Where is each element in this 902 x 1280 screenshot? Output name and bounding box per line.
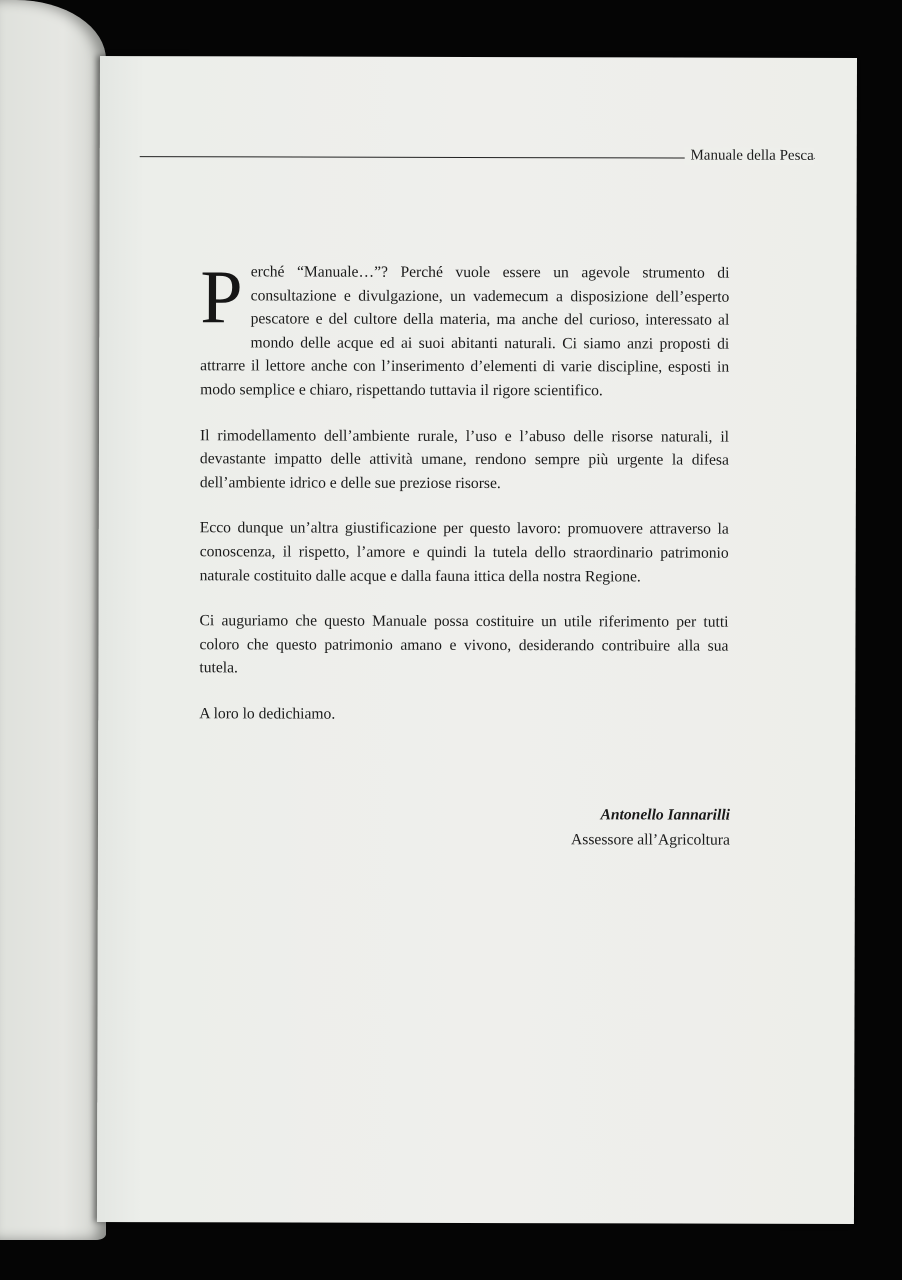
paragraph-4: Ci auguriamo che questo Manuale possa costituire un utile riferimento per tutti coloro che questo patrimonio amano e vivono, desiderando contribuire alla sua tutela. bbox=[199, 612, 729, 677]
drop-cap: P bbox=[200, 255, 243, 340]
facing-page-edge bbox=[0, 0, 106, 1240]
signature-role: Assessore all’Agricoltura bbox=[570, 831, 730, 849]
signature-block bbox=[571, 802, 730, 852]
signature-name: Antonello Iannarilli bbox=[600, 806, 731, 824]
running-header: Manuale della Pesca bbox=[684, 148, 813, 165]
book-page bbox=[97, 56, 857, 1224]
paragraph-1-text: erché “Manuale…”? Perché vuole essere un agevole strumento di consultazione e divulgazione, un vademecum a disposizione dell’esperto pescatore e del cultore della materia, ma anche del curioso, interessato al mondo delle acque ed ai suoi abitanti naturali. Ci siamo anzi proposti di attrarre il lettore anche con l’inserimento d’elementi di varie discipline, esposti in modo semplice e chiaro, rispettando tuttavia il rigore scientifico. bbox=[200, 263, 730, 400]
paragraph-2: Il rimodellamento dell’ambiente rurale, l’uso e l’abuso delle risorse naturali, il devastante impatto delle attività umane, rendono sempre più urgente la difesa dell’ambiente idrico e delle sue preziose risorse. bbox=[199, 426, 730, 492]
paragraph-1 bbox=[200, 255, 730, 403]
paragraph-5: A loro lo dedichiamo. bbox=[199, 705, 336, 723]
body-text bbox=[199, 255, 730, 749]
paragraph-3: Ecco dunque un’altra giustificazione per questo lavoro: promuovere attraverso la conoscenza, il rispetto, l’amore e quindi la tutela dello straordinario patrimonio naturale costituito dalle acque e dalla fauna ittica della nostra Regione. bbox=[199, 519, 729, 585]
